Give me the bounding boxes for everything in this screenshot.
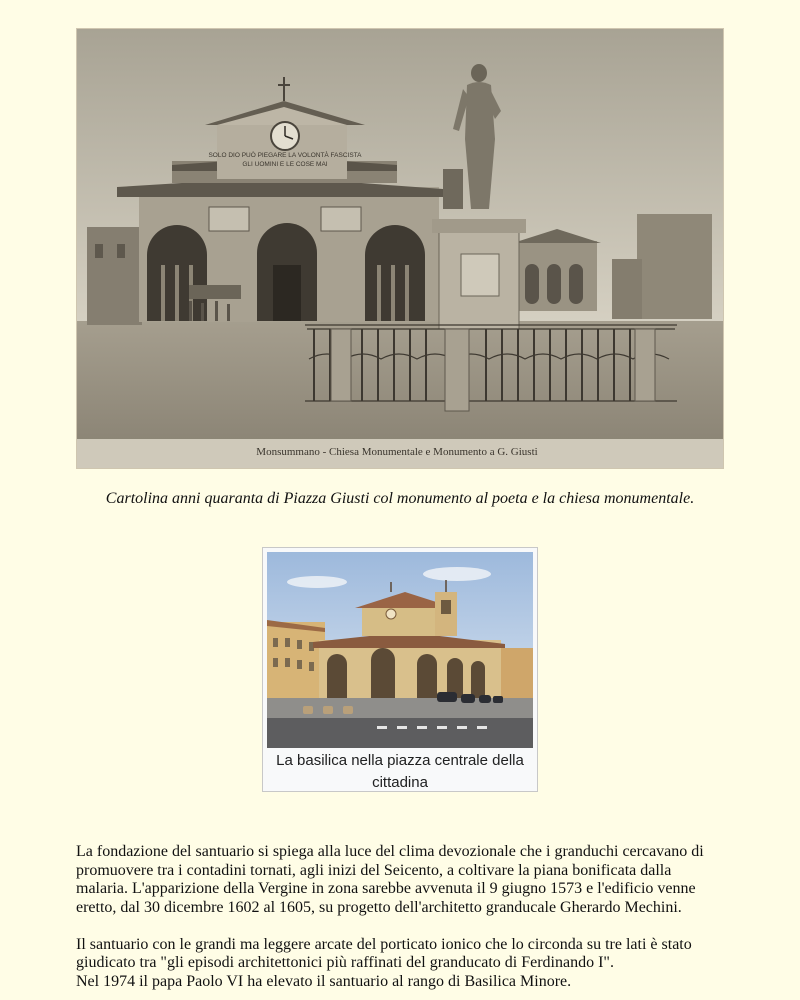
thumbnail-caption: La basilica nella piazza centrale della cittadina <box>276 752 524 791</box>
postcard-printed-caption: Monsummano - Chiesa Monumentale e Monumento a G. Giusti <box>256 446 538 458</box>
basilica-thumbnail[interactable] <box>262 547 538 792</box>
basilica-photo <box>267 552 533 748</box>
article-body <box>76 843 726 991</box>
paragraph-architecture-line1: Il santuario con le grandi ma leggere arcate del porticato ionico che lo circonda su tre lati è stato giudicato tra "gli episodi architettonici più raffinati del granducato di Ferdinando I". <box>76 935 692 971</box>
facade-inscription-line1: SOLO DIO PUÒ PIEGARE LA VOLONTÀ FASCISTA <box>208 152 362 159</box>
paragraph-architecture-line2: Nel 1974 il papa Paolo VI ha elevato il santuario al rango di Basilica Minore. <box>76 972 572 990</box>
postcard-image <box>76 28 724 469</box>
postcard-square <box>77 321 723 441</box>
postcard-caption: Cartolina anni quaranta di Piazza Giusti col monumento al poeta e la chiesa monumentale. <box>105 490 695 507</box>
facade-inscription-line2: GLI UOMINI E LE COSE MAI <box>242 161 328 168</box>
paragraph-architecture <box>76 936 726 992</box>
paragraph-foundation: La fondazione del santuario si spiega alla luce del clima devozionale che i granduchi cercavano di promuovere tra i contadini tornati, agli inizi del Seicento, a coltivare la piana bonificata dalla malaria. L'apparizione della Vergine in zona sarebbe avvenuta il 9 giugno 1573 e l'edificio venne eretto, dal 30 dicembre 1602 al 1605, su progetto dell'architetto granducale Gherardo Mechini. <box>76 843 704 916</box>
